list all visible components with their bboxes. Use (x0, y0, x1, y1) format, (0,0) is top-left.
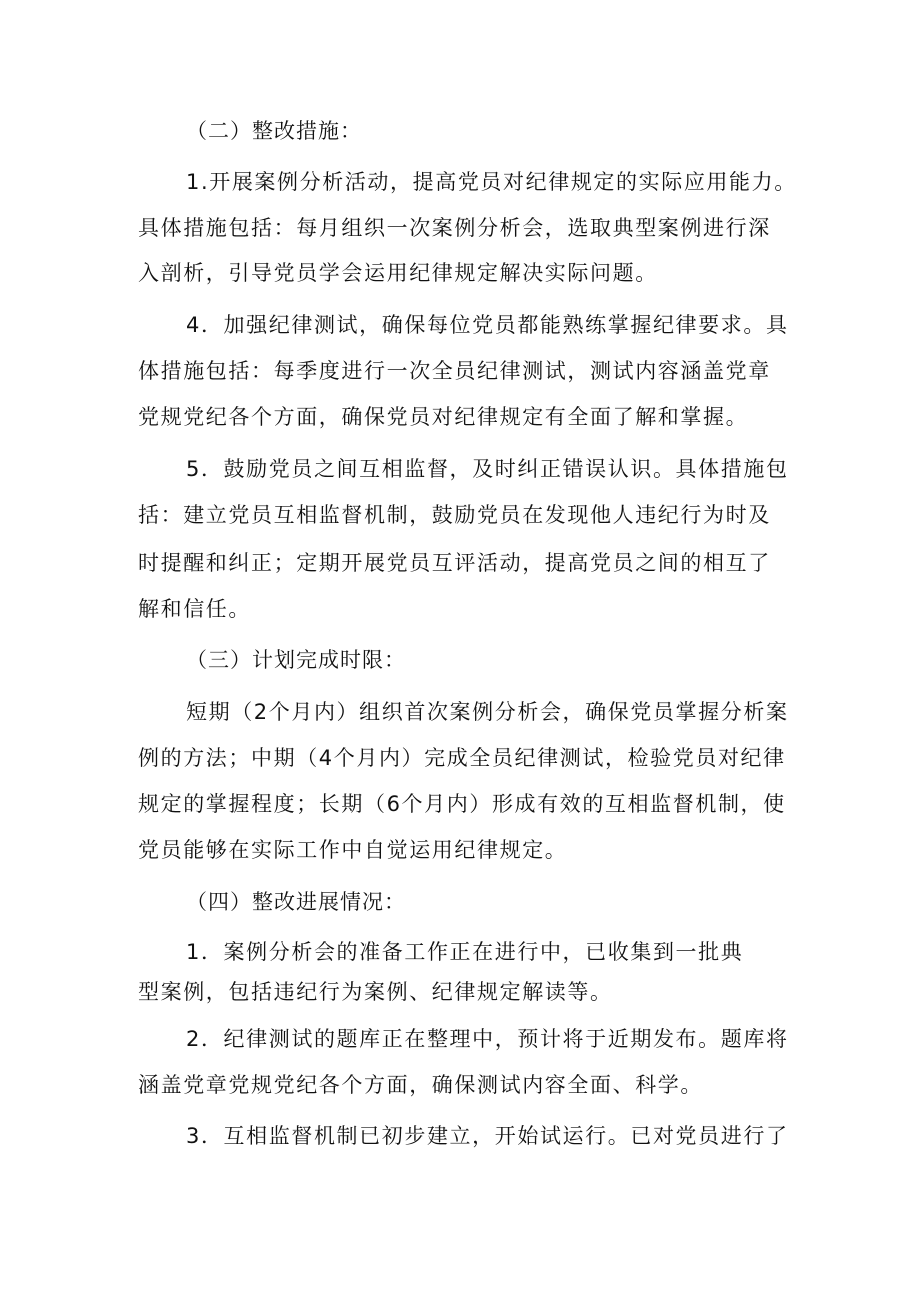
paragraph-line: 时提醒和纠正；定期开展党员互评活动，提高党员之间的相互了 (138, 551, 771, 575)
paragraph-line: 党规党纪各个方面，确保党员对纪律规定有全面了解和掌握。 (138, 405, 749, 429)
paragraph-line: 入剖析，引导党员学会运用纪律规定解决实际问题。 (138, 261, 658, 285)
paragraph-line: 具体措施包括：每月组织一次案例分析会，选取典型案例进行深 (138, 216, 771, 240)
paragraph-line: 短期（2个月内）组织首次案例分析会，确保党员掌握分析案 (186, 700, 789, 724)
paragraph-line: 规定的掌握程度；长期（6个月内）形成有效的互相监督机制，使 (138, 792, 786, 816)
paragraph-line: 5．鼓励党员之间互相监督，及时纠正错误认识。具体措施包 (186, 457, 789, 481)
paragraph-line: 2．纪律测试的题库正在整理中，预计将于近期发布。题库将 (186, 1027, 789, 1051)
paragraph-line: 型案例，包括违纪行为案例、纪律规定解读等。 (138, 980, 613, 1004)
paragraph-line: 1．案例分析会的准备工作正在进行中，已收集到一批典 (186, 940, 744, 964)
paragraph-line: 体措施包括：每季度进行一次全员纪律测试，测试内容涵盖党章 (138, 359, 771, 383)
paragraph-line: 例的方法；中期（4个月内）完成全员纪律测试，检验党员对纪律 (138, 746, 786, 770)
paragraph-line: 解和信任。 (138, 597, 251, 621)
paragraph-line: 党员能够在实际工作中自觉运用纪律规定。 (138, 838, 568, 862)
section-heading-rectification-measures: （二）整改措施： (186, 119, 362, 143)
paragraph-line: 括：建立党员互相监督机制，鼓励党员在发现他人违纪行为时及 (138, 503, 771, 527)
paragraph-line: 1.开展案例分析活动，提高党员对纪律规定的实际应用能力。 (186, 170, 797, 194)
section-heading-progress: （四）整改进展情况： (186, 890, 406, 914)
paragraph-line: 3．互相监督机制已初步建立，开始试运行。已对党员进行了 (186, 1124, 789, 1148)
section-heading-completion-timeline: （三）计划完成时限： (186, 648, 406, 672)
paragraph-line: 4．加强纪律测试，确保每位党员都能熟练掌握纪律要求。具 (186, 313, 789, 337)
paragraph-line: 涵盖党章党规党纪各个方面，确保测试内容全面、科学。 (138, 1073, 703, 1097)
